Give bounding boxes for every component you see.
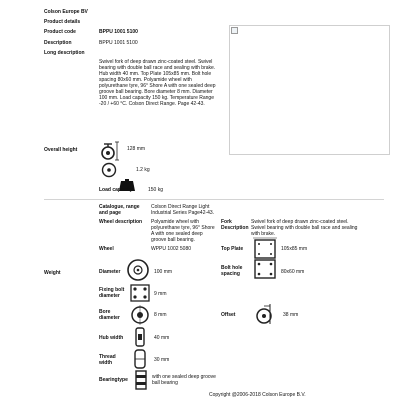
thread-width-value: 30 mm <box>154 357 170 363</box>
long-description-text: Swivel fork of deep drawn zinc-coated steel. Swivel bearing with double ball race and sealing with brake. Hub width 40 mm. Top Plate 105x85 mm. Bolt hole spacing 80x60 mm. Polyamide wheel with polyurethane tyre, 96° Shore A with one sealed deep groove ball bearing. Bore diameter 8 mm. Diameter 100 mm. Load capacity 150 kg. Temperature Range -20 / +60 °C. Colson Direct Range. Page 42-43. <box>99 59 216 107</box>
wheel-description-value: Polyamide wheel with polyurethane tyre, 96° Shore A with one sealed deep groove ball bearing. <box>151 219 215 243</box>
product-code-label: Product code <box>44 29 76 35</box>
wheel-label: Wheel <box>99 246 114 252</box>
copyright: Copyright @2006-2018 Colson Europe B.V. <box>209 392 306 398</box>
diameter-value: 100 mm <box>154 269 173 275</box>
wheel-diameter-icon <box>126 258 150 282</box>
bearing-type-value: with one sealed deep groove ball bearing <box>152 374 216 386</box>
hub-width-value: 40 mm <box>154 335 170 341</box>
fork-description-label: Fork Description <box>221 219 249 231</box>
wheel-value: WPPU 1002 5080 <box>151 246 192 252</box>
hub-width-icon <box>132 326 148 348</box>
company-name: Colson Europe BV <box>44 9 88 15</box>
weight-label: Weight <box>44 270 61 276</box>
thread-width-icon <box>132 348 148 370</box>
offset-label: Offset <box>221 312 236 318</box>
top-plate-value: 105x85 mm <box>281 246 308 252</box>
bolt-spacing-icon <box>253 258 277 280</box>
broken-image-icon <box>231 27 238 34</box>
offset-icon <box>255 302 277 326</box>
product-image <box>229 25 390 155</box>
catalogue-value: Colson Direct Range Light Industrial Series Page42-43. <box>151 204 215 216</box>
top-plate-icon <box>253 238 277 260</box>
bore-icon <box>130 305 150 325</box>
caster-height-icon <box>99 140 121 162</box>
catalogue-label: Catalogue, range and page <box>99 204 140 216</box>
bore-diameter-label: Bore diameter <box>99 309 120 321</box>
description-label: Description <box>44 40 72 46</box>
bolt-hole-spacing-label: Bolt hole spacing <box>221 265 243 277</box>
load-capacity-value: 150 kg <box>148 187 164 193</box>
bore-diameter-value: 8 mm <box>154 312 167 318</box>
bolt-hole-spacing-value: 80x60 mm <box>281 269 305 275</box>
long-description-label: Long description <box>44 50 85 56</box>
divider <box>44 199 384 200</box>
overall-height-value: 128 mm <box>127 146 146 152</box>
fixing-bolt-icon <box>130 284 150 302</box>
wheel-description-label: Wheel description <box>99 219 143 225</box>
weight-value: 1.2 kg <box>136 167 150 173</box>
overall-height-label: Overall height <box>44 147 78 153</box>
thread-width-label: Thread width <box>99 354 116 366</box>
diameter-label: Diameter <box>99 269 121 275</box>
fork-description-value: Swivel fork of deep drawn zinc-coated steel. Swivel bearing with double ball race and sealing with brake. <box>251 219 358 237</box>
load-capacity-label: Load capacity <box>99 187 133 193</box>
hub-width-label: Hub width <box>99 335 124 341</box>
bearing-type-label: Bearingtype <box>99 377 128 383</box>
weight-icon <box>101 162 117 178</box>
bearing-icon <box>134 369 148 391</box>
product-code-value: BPPU 1001 5100 <box>99 29 138 35</box>
fixing-bolt-label: Fixing bolt diameter <box>99 287 125 299</box>
offset-value: 38 mm <box>283 312 299 318</box>
fixing-bolt-value: 9 mm <box>154 291 167 297</box>
top-plate-label: Top Plate <box>221 246 244 252</box>
description-value: BPPU 1001 5100 <box>99 40 138 46</box>
product-details-heading: Product details <box>44 19 81 25</box>
